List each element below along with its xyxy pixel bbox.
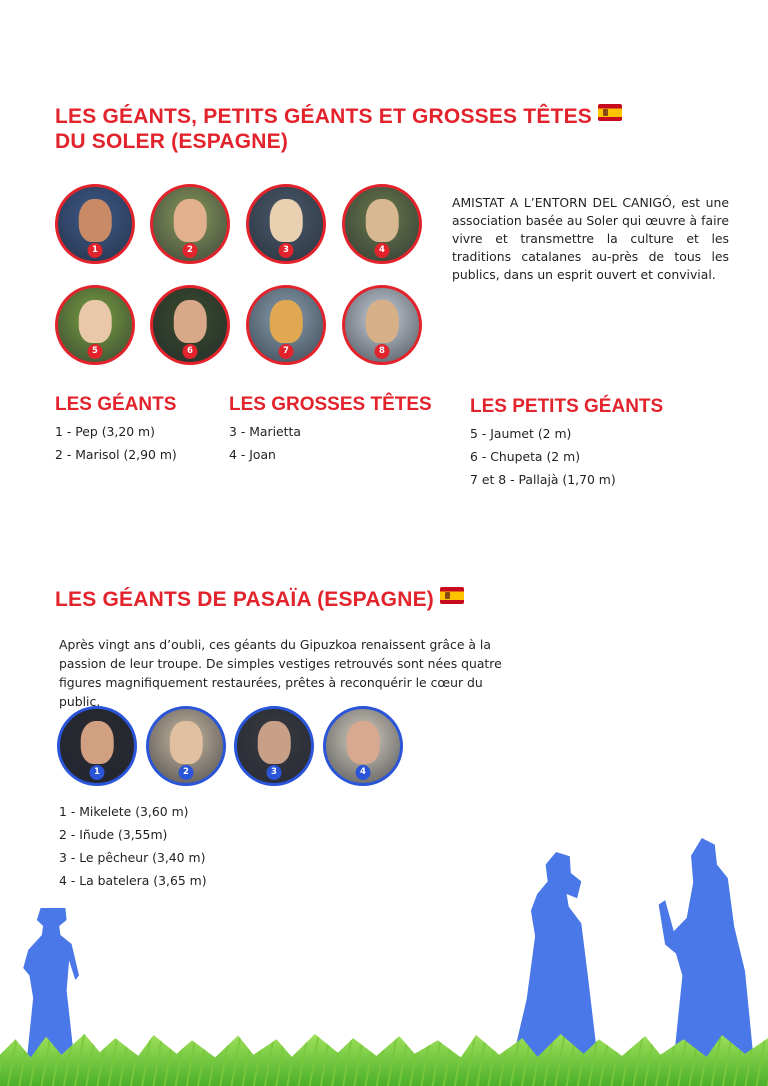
- list-item: 7 et 8 - Pallajà (1,70 m): [470, 472, 616, 487]
- medallion-number: 5: [88, 344, 103, 359]
- section1-title-line1: LES GÉANTS, PETITS GÉANTS ET GROSSES TÊTES: [55, 105, 592, 128]
- list-item: 2 - Marisol (2,90 m): [55, 447, 177, 462]
- list-item: 3 - Marietta: [229, 424, 301, 439]
- giant-face: [366, 199, 399, 242]
- group-list-petits-geants: [470, 422, 616, 491]
- pasaia-list: [59, 800, 207, 892]
- giant-face: [79, 199, 112, 242]
- medallion-number: 2: [179, 765, 194, 780]
- medallion-number: 1: [88, 243, 103, 258]
- pasaia-paragraph: Après vingt ans d’oubli, ces géants du Gipuzkoa renaissent grâce à la passion de leur troupe. De simples vestiges retrouvés sont nées quatre figures magnifiquement restaurées, prêtes à reconquérir le cœur du public.: [59, 637, 502, 710]
- list-item: 1 - Mikelete (3,60 m): [59, 804, 189, 819]
- list-item: 5 - Jaumet (2 m): [470, 426, 572, 441]
- list-item: 3 - Le pêcheur (3,40 m): [59, 850, 206, 865]
- portrait-medallion: [55, 285, 135, 365]
- portrait-medallion: [323, 706, 403, 786]
- spain-flag-icon: [440, 587, 464, 604]
- giant-face: [270, 300, 303, 343]
- section1-title-line2: DU SOLER (ESPAGNE): [55, 130, 289, 153]
- giant-silhouette-right: [650, 838, 758, 1060]
- group-title-grosses-tetes: LES GROSSES TÊTES: [229, 394, 432, 415]
- medallion-number: 4: [375, 243, 390, 258]
- medallion-number: 3: [267, 765, 282, 780]
- portrait-medallion: [342, 184, 422, 264]
- list-item: 6 - Chupeta (2 m): [470, 449, 581, 464]
- medallion-number: 3: [279, 243, 294, 258]
- portrait-medallion: [246, 184, 326, 264]
- grass-strip: [0, 1034, 768, 1086]
- list-item: 4 - La batelera (3,65 m): [59, 873, 207, 888]
- portrait-medallion: [234, 706, 314, 786]
- giant-face: [79, 300, 112, 343]
- giant-face: [174, 300, 207, 343]
- medallion-number: 4: [356, 765, 371, 780]
- portrait-medallion: [150, 184, 230, 264]
- giant-face: [258, 721, 291, 764]
- portrait-medallion: [342, 285, 422, 365]
- giant-face: [366, 300, 399, 343]
- list-item: 1 - Pep (3,20 m): [55, 424, 155, 439]
- medallion-number: 8: [375, 344, 390, 359]
- medallion-number: 7: [279, 344, 294, 359]
- portrait-medallion: [146, 706, 226, 786]
- portrait-medallion: [57, 706, 137, 786]
- medallion-number: 2: [183, 243, 198, 258]
- giant-silhouette-center: [512, 852, 617, 1062]
- giant-face: [170, 721, 203, 764]
- association-intro: AMISTAT A L’ENTORN DEL CANIGÓ, est une association basée au Soler qui œuvre à faire vivre et transmettre la culture et les traditions catalanes au-près de tous les publics, dans un esprit ouvert et convivial.: [452, 195, 729, 282]
- section2-title: [55, 587, 464, 612]
- giant-silhouette-left: [22, 908, 84, 1058]
- group-list-grosses-tetes: [229, 420, 301, 466]
- list-item: 4 - Joan: [229, 447, 276, 462]
- giant-face: [270, 199, 303, 242]
- group-title-geants: LES GÉANTS: [55, 394, 177, 415]
- section2-title-text: LES GÉANTS DE PASAÏA (ESPAGNE): [55, 588, 434, 611]
- section1-title: [55, 104, 655, 154]
- spain-flag-icon: [598, 104, 622, 121]
- portrait-medallion: [150, 285, 230, 365]
- group-list-geants: [55, 420, 177, 466]
- portrait-medallion: [55, 184, 135, 264]
- list-item: 2 - Iñude (3,55m): [59, 827, 168, 842]
- giant-face: [347, 721, 380, 764]
- giant-face: [81, 721, 114, 764]
- medallion-number: 6: [183, 344, 198, 359]
- giant-face: [174, 199, 207, 242]
- group-title-petits-geants: LES PETITS GÉANTS: [470, 396, 664, 417]
- portrait-medallion: [246, 285, 326, 365]
- medallion-number: 1: [90, 765, 105, 780]
